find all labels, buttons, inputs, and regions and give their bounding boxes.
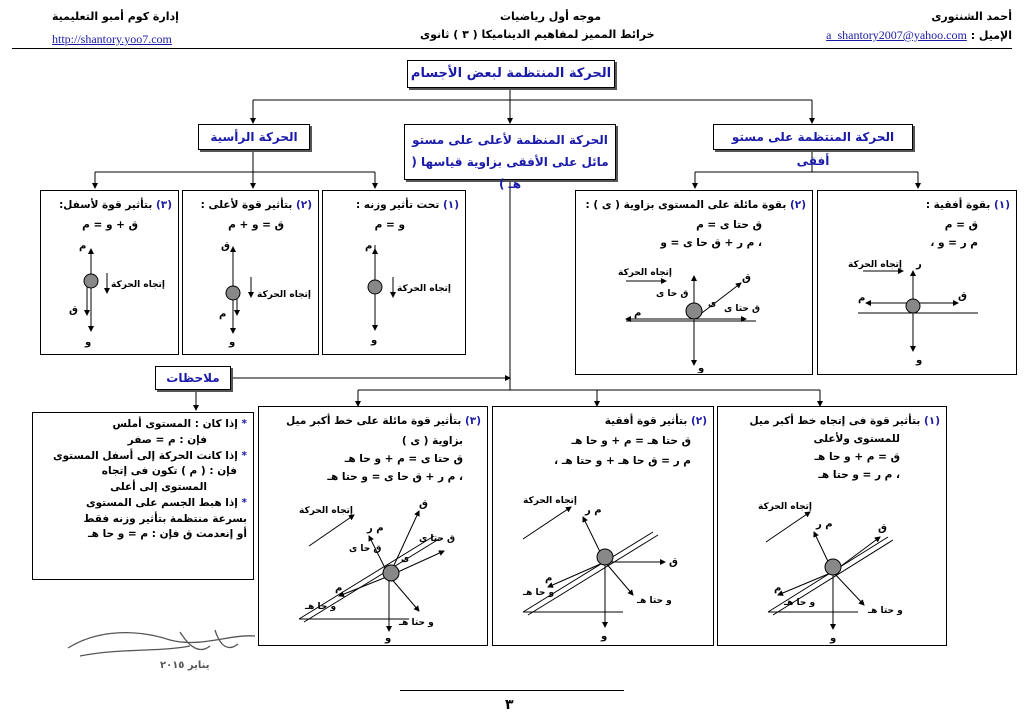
note-3c: أو إنعدمت ق فإن : م = و حا هـ [88,528,247,541]
incl-box-2 [492,406,714,646]
vert-box-1-heading [356,197,459,213]
inclined-motion-title [404,124,616,191]
horiz-box-2-dir-label: إتجاه الحركة [618,268,673,278]
horiz-box-2-heading [586,197,806,213]
incl-box-2-lbl-w: و [601,631,608,642]
email-link[interactable]: a_shantory2007@yahoo.com [826,28,967,42]
horiz-box-1-lbl-r: ر [916,259,922,270]
horiz-box-1-heading [926,197,1010,213]
horiz-box-2-lbl-m: م [634,308,642,319]
incl-box-1-eq2: ، م ر = و حتا هـ [818,469,900,481]
incl-box-2-diagram [493,477,713,645]
vert-box-2 [182,190,319,355]
horiz-box-2-lbl-qsin: ق حا ى [656,289,689,299]
vert-box-1-title: تحت تأثير وزنه : [355,199,440,211]
incl-box-2-heading [605,413,707,429]
incl-box-3-lbl-qcos: ق حتا ى [419,534,456,544]
incl-box-3-lbl-wsin: و حا هـ [305,602,337,612]
incl-box-1-lbl-wsin: و حا هـ [784,598,816,608]
vert-box-3 [40,190,179,355]
vert-box-1-diagram [323,235,465,353]
incl-box-3-eq1: ق حتا ى = م + و حا هـ [344,453,463,465]
note-1a: * إذا كان : المستوى أملس [112,418,247,430]
vert-box-3-lbl-w: و [85,337,92,348]
vert-box-1-lbl-w: و [371,335,378,346]
incl-box-2-lbl-wcos: و حتا هـ [637,596,672,606]
vert-box-3-dir-label: إتجاه الحركة [111,280,166,290]
horiz-box-1-title: بقوة أفقية : [925,199,991,211]
incl-box-3-heading [286,413,481,429]
incl-box-1-lbl-m: م [774,583,782,594]
footer-rule [400,690,624,691]
vert-box-2-eq1: ق = و + م [228,219,284,231]
note-3a: * إذا هبط الجسم على المستوى [85,496,247,509]
incl-box-1-eq1: ق = م + و حا هـ [814,451,900,463]
signature-image [60,618,270,674]
incl-box-1-num: (١) [923,415,940,427]
incl-box-2-lbl-wsin: و حا هـ [523,588,555,598]
incl-box-3-lbl-y: ى [401,554,410,564]
admin-name: إدارة كوم أمبو التعليمية [52,10,179,23]
incl-box-3-lbl-wcos: و حتا هـ [399,618,434,628]
horiz-box-2-lbl-q: ق [742,273,751,284]
vert-box-3-eq1: ق + و = م [82,219,138,231]
teacher-title: موجه أول رياضيات [500,10,602,23]
incl-box-1-heading [750,413,940,429]
vert-box-1-dir-label: إتجاه الحركة [397,284,452,294]
vert-box-1-num: (١) [442,199,459,211]
vert-box-2-title: بتأثير قوة لأعلى : [200,199,293,211]
vert-box-1-lbl-m: م [365,241,373,252]
email-label: الإميل : [970,29,1012,42]
vert-box-3-title: بتأثير قوة لأسفل: [59,199,153,211]
incl-box-1 [717,406,947,646]
note-1b: فإن : م = صفر [127,433,207,446]
incl-box-2-lbl-q: ق [669,557,678,568]
vert-box-3-lbl-q: ق [69,305,78,316]
note-2a: * إذا كانت الحركة إلى أسفل المستوى [52,449,247,462]
incl-box-1-lbl-wcos: و حتا هـ [868,606,903,616]
signature-date: يناير ٢٠١٥ [160,660,210,671]
vert-box-2-heading [201,197,312,213]
horiz-box-2-lbl-qcos: ق حتا ى [724,304,761,314]
vert-box-2-num: (٢) [295,199,312,211]
horiz-box-1-diagram [818,251,1016,371]
horiz-box-1-lbl-m: م [858,293,866,304]
vert-box-2-dir-label: إتجاه الحركة [257,290,312,300]
incl-box-1-lbl-w: و [830,633,837,644]
vert-box-3-heading [59,197,172,213]
note-2c: المستوى إلى أعلى [110,481,207,493]
horiz-box-2-title: بقوة مائلة على المستوى بزاوية ( ى ) : [585,199,787,211]
horiz-box-2-diagram [576,261,812,373]
incl-box-1-dir-label: إتجاه الحركة [758,502,813,512]
vert-box-2-lbl-m: م [219,309,227,320]
incl-box-2-dir-label: إتجاه الحركة [523,496,578,506]
horiz-box-1-eq2: م ر = و ، [930,237,978,249]
note-2b: فإن : ( م ) تكون فى إتجاه [101,465,237,478]
incl-box-1-title2: للمستوى ولأعلى [813,433,900,445]
horiz-box-2-eq2: ، م ر + ق حا ى = و [660,237,762,249]
incl-box-2-eq2: م ر = ق حا هـ + و حتا هـ ، [554,455,691,467]
subject-title: خرائط المميز لمفاهيم الديناميكا ( ٣ ) ثانوى [420,28,655,41]
horiz-box-2 [575,190,813,375]
incl-box-3-diagram [259,491,487,645]
incl-box-1-diagram [718,487,946,645]
incl-box-1-title: بتأثير قوة فى إتجاه خط أكبر ميل [749,415,921,427]
vert-box-2-lbl-q: ق [221,241,230,252]
incl-box-2-eq1: ق حتا هـ = م + و حا هـ [571,435,691,447]
horiz-box-2-num: (٢) [789,199,806,211]
vert-box-3-lbl-m: م [79,241,87,252]
vert-box-3-num: (٣) [155,199,172,211]
vert-box-3-diagram [41,235,178,353]
incl-box-2-title: بتأثير قوة أفقية [604,415,688,427]
incl-box-2-lbl-mr: م ر [585,505,602,516]
notes-box [32,412,254,580]
horiz-box-1-num: (١) [993,199,1010,211]
vertical-motion-title: الحركة الرأسية [198,124,310,150]
inclined-title-line2: مائل على الأفقى بزاوية قياسها ( هـ ) [411,155,609,191]
notes-title: ملاحظات [155,366,231,390]
main-title: الحركة المنتظمة لبعض الأجسام [407,60,615,88]
incl-box-3-dir-label: إتجاه الحركة [299,506,354,516]
horiz-box-1-lbl-q: ق [958,291,967,302]
vert-box-2-lbl-w: و [229,337,236,348]
vert-box-2-diagram [183,235,318,353]
incl-box-3-num: (٣) [464,415,481,427]
incl-box-1-lbl-mr: م ر [816,519,833,530]
incl-box-3-title2: بزاوية ( ى ) [401,435,463,447]
incl-box-3-lbl-q: ق [419,499,428,510]
incl-box-3-lbl-w: و [385,633,392,644]
horiz-box-1 [817,190,1017,375]
incl-box-3-lbl-m: م [335,583,343,594]
horiz-box-1-dir-label: إتجاه الحركة [848,260,903,270]
horiz-box-1-eq1: ق = م [944,219,978,231]
horiz-box-2-lbl-w: و [698,363,705,373]
page-number: ٣ [505,697,514,713]
vert-box-1-eq1: و = م [374,219,405,231]
horiz-box-1-lbl-w: و [916,355,923,366]
inclined-title-line1: الحركة المنظمة لأعلى على مستو [412,133,608,147]
incl-box-2-num: (٢) [690,415,707,427]
incl-box-3-eq2: ، م ر + ق حا ى = و حتا هـ [327,471,463,483]
horiz-box-2-lbl-y: ى [708,299,717,309]
vert-box-1 [322,190,466,355]
incl-box-1-lbl-q: ق [878,523,887,534]
incl-box-3 [258,406,488,646]
incl-box-3-lbl-qsin: ق حا ى [349,544,382,554]
incl-box-3-title: بتأثير قوة مائلة على خط أكبر ميل [286,415,462,427]
horiz-box-2-eq1: ق حتا ى = م [696,219,762,231]
horizontal-motion-title: الحركة المنتظمة على مستو أفقى [713,124,913,150]
note-3b: بسرعة منتظمة بتأثير وزنه فقط [83,512,247,525]
incl-box-3-lbl-mr: م ر [367,523,384,534]
site-link[interactable]: http://shantory.yoo7.com [52,32,172,46]
incl-box-2-lbl-m: م [545,573,553,584]
author-name: أحمد الشنتورى [931,10,1012,23]
